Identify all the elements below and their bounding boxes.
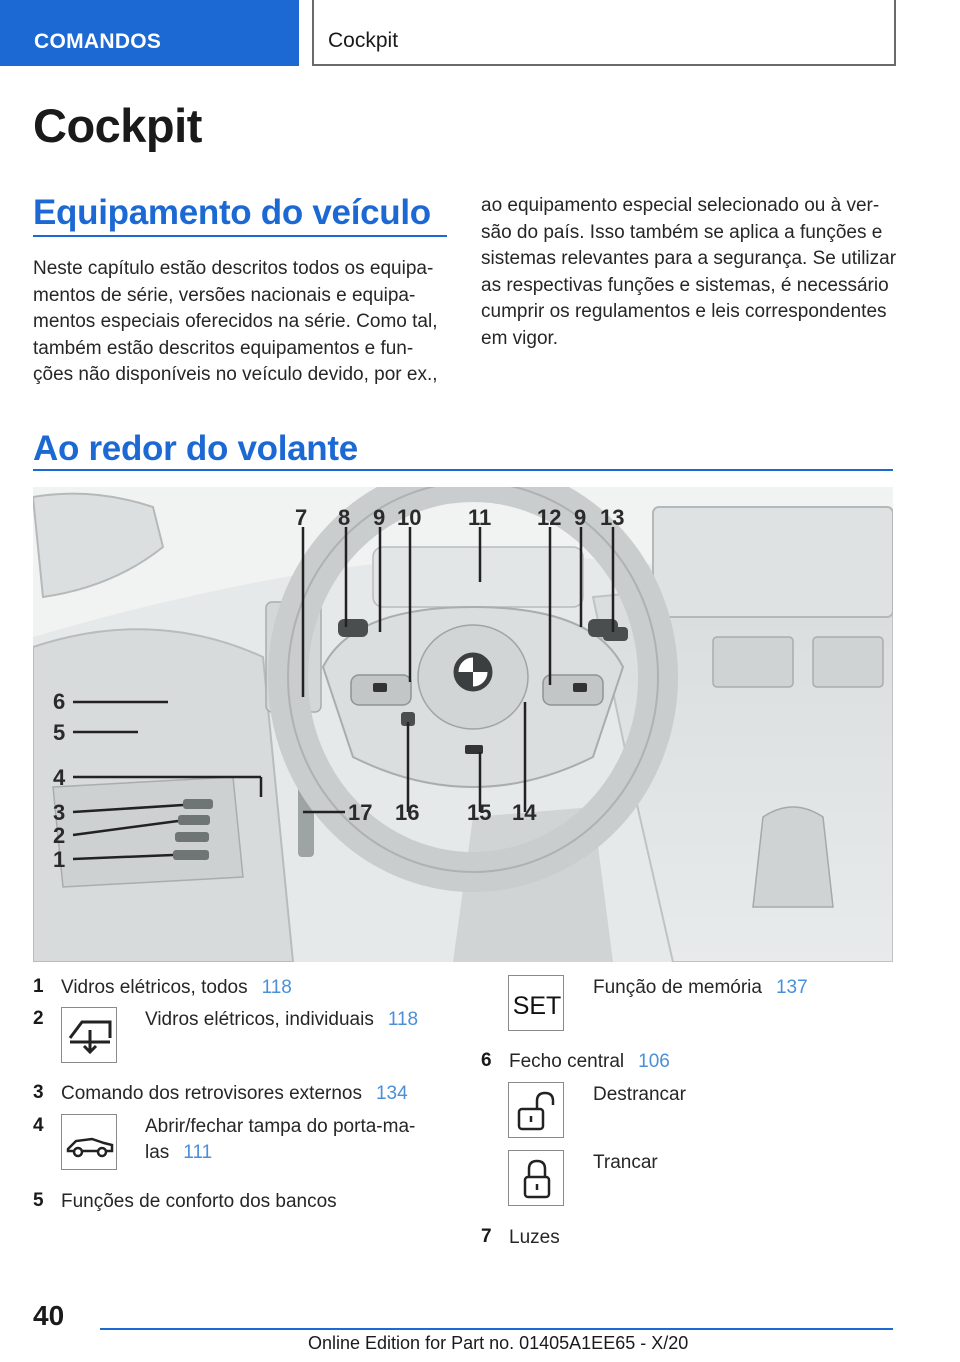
callout-12: 12: [537, 505, 562, 530]
legend-text: Vidros elétricos, individuais: [145, 1009, 374, 1030]
callout-14: 14: [512, 800, 537, 825]
callout-15: 15: [467, 800, 492, 825]
left-paddle: [338, 619, 368, 637]
lock-icon: [508, 1150, 564, 1206]
text-line: ao equipamento especial selecionado ou à ver-: [481, 195, 880, 216]
text-line: sistemas relevantes para a segurança. Se utilizar: [481, 248, 897, 269]
page-reference-link[interactable]: 134: [375, 1083, 408, 1104]
set-label: SET: [512, 992, 562, 1020]
text-line: mentos especiais oferecidos na série. Como tal,: [33, 311, 438, 332]
callout-11: 11: [468, 505, 492, 530]
page-reference-link[interactable]: 137: [775, 977, 808, 998]
legend-item-memory: [593, 975, 808, 1001]
page-reference-link[interactable]: 106: [638, 1051, 670, 1072]
section-heading-equipment: Equipamento do veículo: [33, 193, 431, 232]
legend-text: Abrir/fechar tampa do porta-ma-: [145, 1116, 416, 1137]
callout-3: 3: [53, 800, 66, 825]
legend-item-lock: [593, 1150, 658, 1176]
window-lift-icon: [61, 1007, 117, 1063]
legend-item-5: [61, 1189, 337, 1215]
legend-text: Destrancar: [593, 1084, 686, 1105]
set-button-icon: [508, 975, 564, 1031]
legend-text: Vidros elétricos, todos: [61, 977, 248, 998]
trunk-lid-icon: [61, 1114, 117, 1170]
page-reference-link[interactable]: 111: [183, 1142, 213, 1163]
intro-paragraph-left: [33, 256, 438, 389]
callout-1: 1: [53, 847, 66, 872]
door-armrest: [53, 777, 243, 887]
legend-number: 4: [33, 1115, 44, 1136]
legend-number: 2: [33, 1008, 44, 1029]
legend-text: Trancar: [593, 1152, 658, 1173]
air-vent: [713, 637, 793, 687]
legend-text: Função de memória: [593, 977, 762, 998]
button-icon: [573, 683, 587, 692]
text-line: também estão descritos equipamentos e fun-: [33, 337, 414, 359]
unlock-icon: [508, 1082, 564, 1138]
window-switch: [183, 799, 213, 809]
section-rule: [33, 469, 893, 471]
legend-item-7: [509, 1225, 560, 1251]
legend-text: Funções de conforto dos bancos: [61, 1191, 337, 1212]
text-line: são do país. Isso também se aplica a funções e: [481, 221, 883, 243]
chapter-tab: COMANDOS: [0, 0, 299, 66]
window-switch: [175, 832, 209, 842]
legend-number: 7: [481, 1226, 492, 1247]
cockpit-illustration: [33, 487, 893, 962]
callout-10: 10: [397, 505, 422, 530]
text-line: ções não disponíveis no veículo devido, por ex.,: [33, 364, 438, 385]
legend-number: 3: [33, 1082, 44, 1103]
stalk: [603, 627, 628, 641]
callout-7: 7: [295, 505, 308, 530]
callout-8: 8: [338, 505, 351, 530]
legend-text: las: [145, 1142, 170, 1163]
legend-item-4: [145, 1114, 415, 1166]
page-number: 40: [33, 1300, 65, 1331]
legend-text: Luzes: [509, 1227, 560, 1248]
legend-number: 6: [481, 1050, 492, 1071]
instrument-cluster: [373, 547, 583, 607]
callout-13: 13: [600, 505, 625, 530]
callout-5: 5: [53, 720, 66, 745]
section-tab: Cockpit: [312, 0, 896, 66]
legend-number: 1: [33, 976, 44, 997]
callout-4: 4: [53, 765, 66, 790]
text-line: Neste capítulo estão descritos todos os equipa-: [33, 258, 434, 279]
footer-rule: [100, 1328, 893, 1330]
intro-paragraph-right: [481, 193, 896, 352]
callout-2: 2: [53, 823, 66, 848]
legend-text: Fecho central: [509, 1051, 625, 1072]
cockpit-drawing: [33, 487, 893, 962]
page-reference-link[interactable]: 118: [387, 1009, 419, 1030]
callout-9b: 9: [574, 505, 587, 530]
footer-edition-text: Online Edition for Part no. 01405A1EE65 - X/20: [308, 1333, 689, 1353]
callout-17: 17: [348, 800, 373, 825]
page-reference-link[interactable]: 118: [261, 977, 292, 998]
legend-item-6: [509, 1049, 670, 1075]
text-line: mentos de série, versões nacionais e equipa-: [33, 284, 416, 306]
legend-number: 5: [33, 1190, 44, 1211]
air-vent: [813, 637, 883, 687]
legend-text: Comando dos retrovisores externos: [61, 1083, 362, 1104]
gear-selector: [753, 807, 833, 907]
legend-item-unlock: [593, 1082, 686, 1108]
text-line: cumprir os regulamentos e leis correspondentes: [481, 301, 887, 322]
legend-item-3: [61, 1081, 408, 1107]
central-display: [653, 507, 893, 617]
section-heading-steering-wheel: Ao redor do volante: [33, 429, 358, 468]
section-rule: [33, 235, 447, 237]
callout-6: 6: [53, 689, 66, 714]
callout-16: 16: [395, 800, 420, 825]
callout-9: 9: [373, 505, 386, 530]
legend-item-1: [61, 975, 292, 1001]
button-icon: [373, 683, 387, 692]
legend-item-2: [145, 1007, 418, 1033]
page-title: Cockpit: [33, 99, 202, 152]
text-line: em vigor.: [481, 327, 559, 349]
text-line: as respectivas funções e sistemas, é necessário: [481, 274, 889, 296]
window-switch: [178, 815, 210, 825]
window-switch: [173, 850, 209, 860]
